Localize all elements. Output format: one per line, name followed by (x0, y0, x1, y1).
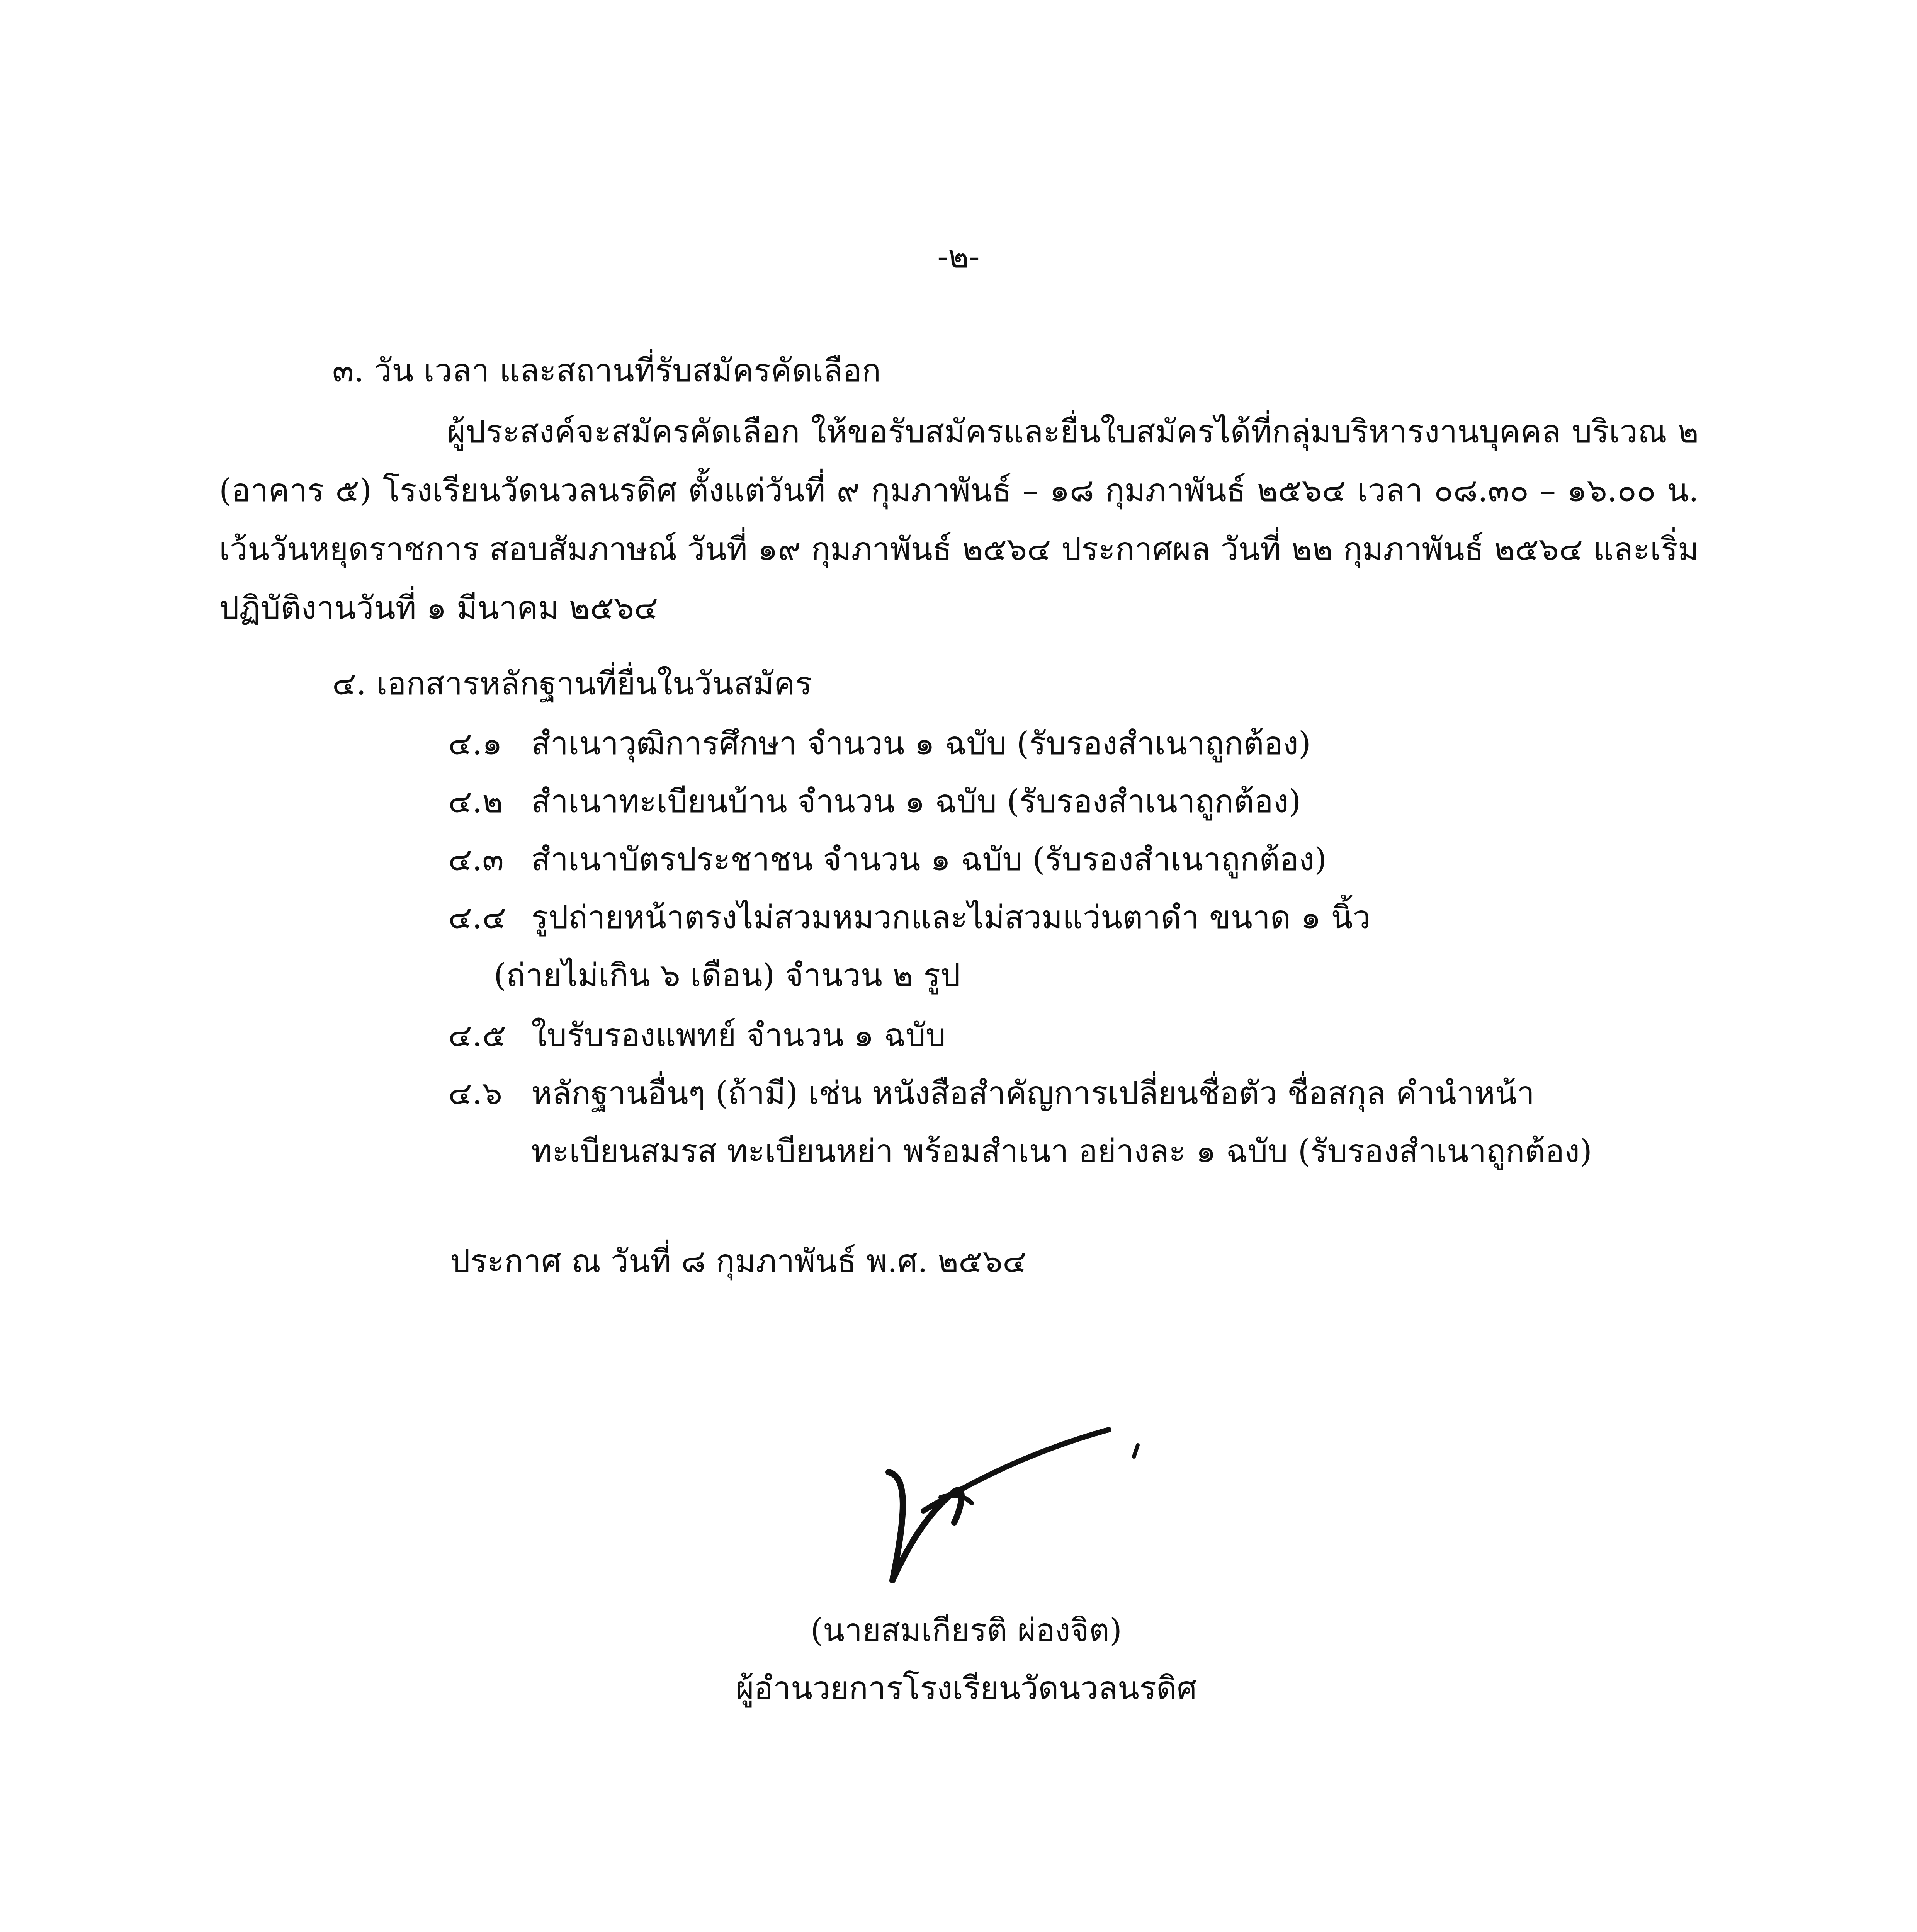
list-item-number: ๔.๔ (448, 899, 506, 936)
section-3-heading: ๓. วัน เวลา และสถานที่รับสมัครคัดเลือก (332, 352, 881, 389)
signer-name: (นายสมเกียรติ ผ่องจิต) (811, 1612, 1122, 1649)
list-item-text: ใบรับรองแพทย์ จำนวน ๑ ฉบับ (531, 1017, 946, 1054)
section-3-body: ผู้ประสงค์จะสมัครคัดเลือก ให้ขอรับสมัครและยื่นใบสมัครได้ที่กลุ่มบริหารงานบุคคล บริเวณ ๒ (อาคาร ๕) โรงเรียนวัดนวลนรดิศ ตั้งแต่วันที่ ๙ กุมภาพันธ์ – ๑๘ กุมภาพันธ์ ๒๕๖๔ เวลา ๐๘.๓๐ – ๑๖.๐๐ น. เว้นวันหยุดราชการ สอบสัมภาษณ์ วันที่ ๑๙ กุมภาพันธ์ ๒๕๖๔ ประกาศผล วันที่ ๒๒ กุมภาพันธ์ ๒๕๖๔ และเริ่มปฏิบัติงานวันที่ ๑ มีนาคม ๒๕๖๔ (219, 413, 1699, 626)
list-item-text: สำเนาวุฒิการศึกษา จำนวน ๑ ฉบับ (รับรองสำเนาถูกต้อง) (531, 725, 1311, 762)
list-item-number: ๔.๖ (448, 1075, 503, 1112)
list-item-number: ๔.๓ (448, 841, 504, 878)
list-item (448, 723, 1311, 765)
list-item (448, 1014, 946, 1057)
list-item-text: รูปถ่ายหน้าตรงไม่สวมหมวกและไม่สวมแว่นตาดำ ขนาด ๑ นิ้ว (531, 899, 1371, 936)
list-item (448, 1072, 1535, 1115)
list-item-continuation: ทะเบียนสมรส ทะเบียนหย่า พร้อมสำเนา อย่างละ ๑ ฉบับ (รับรองสำเนาถูกต้อง) (531, 1133, 1592, 1170)
signature-image (865, 1414, 1159, 1615)
announcement-date: ประกาศ ณ วันที่ ๘ กุมภาพันธ์ พ.ศ. ๒๕๖๔ (450, 1243, 1027, 1280)
list-item-number: ๔.๑ (448, 725, 503, 762)
list-item (448, 838, 1327, 881)
list-item-number: ๔.๒ (448, 783, 503, 820)
signer-title: ผู้อำนวยการโรงเรียนวัดนวลนรดิศ (735, 1670, 1197, 1707)
page-number: -๒- (937, 238, 980, 275)
section-4-heading: ๔. เอกสารหลักฐานที่ยื่นในวันสมัคร (332, 665, 812, 702)
list-item-text: สำเนาทะเบียนบ้าน จำนวน ๑ ฉบับ (รับรองสำเนาถูกต้อง) (531, 783, 1301, 820)
list-item-text: สำเนาบัตรประชาชน จำนวน ๑ ฉบับ (รับรองสำเนาถูกต้อง) (531, 841, 1327, 878)
list-item (448, 781, 1301, 823)
list-item (448, 896, 1370, 939)
list-item-text: หลักฐานอื่นๆ (ถ้ามี) เช่น หนังสือสำคัญการเปลี่ยนชื่อตัว ชื่อสกุล คำนำหน้า (531, 1075, 1535, 1112)
list-item-continuation: (ถ่ายไม่เกิน ๖ เดือน) จำนวน ๒ รูป (494, 957, 961, 994)
list-item-number: ๔.๕ (448, 1017, 506, 1054)
